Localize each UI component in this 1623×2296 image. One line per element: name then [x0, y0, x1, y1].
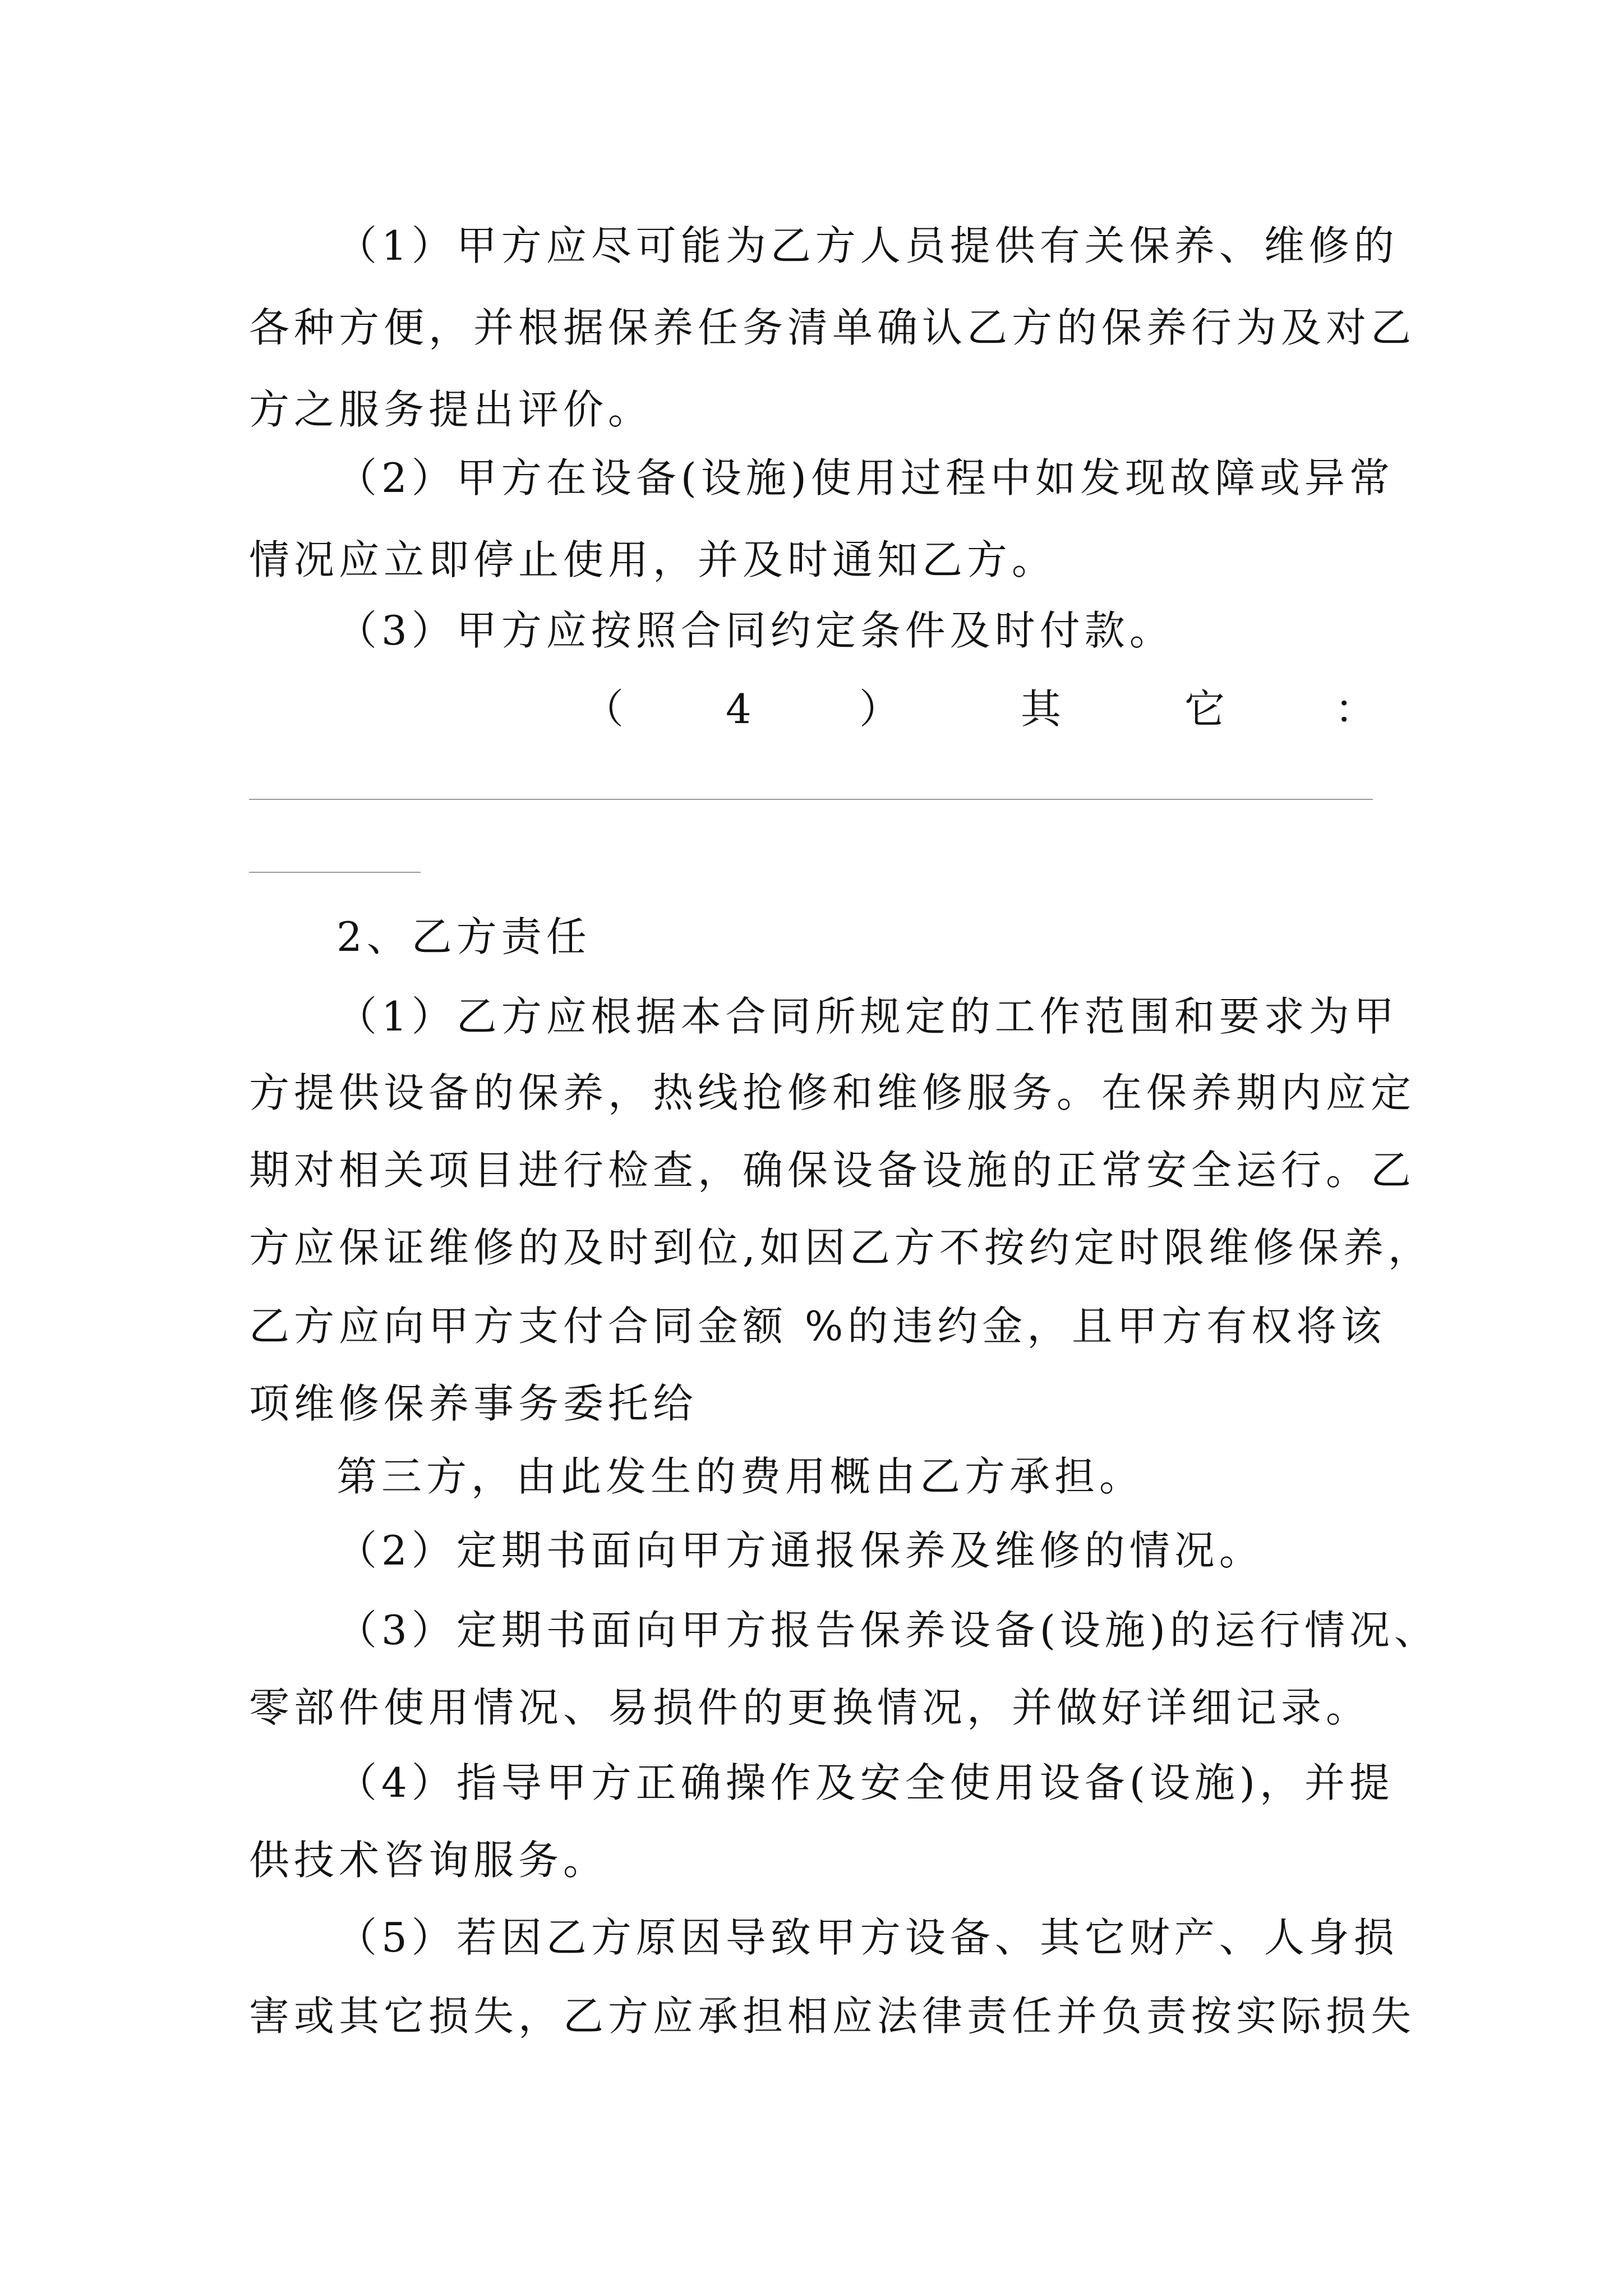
item-4-number: 4	[726, 685, 751, 733]
fill-in-blank-line-1	[249, 799, 1373, 800]
item-4-colon: ：	[1335, 685, 1376, 733]
party-a-item-1-line-3: 方之服务提出评价。	[249, 386, 653, 433]
party-b-item-4-line-1: （4）指导甲方正确操作及安全使用设备(设施)，并提	[336, 1759, 1394, 1806]
party-b-item-1-line-6: 项维修保养事务委托给	[249, 1380, 698, 1427]
item-4-close-paren: ）	[859, 685, 900, 733]
party-b-item-5-line-2: 害或其它损失，乙方应承担相应法律责任并负责按实际损失	[249, 1993, 1416, 2040]
party-a-item-2-line-1: （2）甲方在设备(设施)使用过程中如发现故障或异常	[336, 454, 1394, 501]
party-b-item-1-continuation: 第三方，由此发生的费用概由乙方承担。	[336, 1453, 1145, 1500]
party-a-item-2-line-2: 情况应立即停止使用，并及时通知乙方。	[249, 536, 1057, 583]
fill-in-blank-line-2	[249, 872, 421, 873]
section-heading-party-b: 2、乙方责任	[336, 913, 591, 960]
party-b-item-5-line-1: （5）若因乙方原因导致甲方设备、其它财产、人身损	[336, 1914, 1399, 1961]
party-a-item-1-line-1: （1）甲方应尽可能为乙方人员提供有关保养、维修的	[336, 222, 1399, 269]
item-4-qi: 其	[1021, 685, 1062, 733]
party-b-item-3-line-1: （3）定期书面向甲方报告保养设备(设施)的运行情况、	[336, 1607, 1439, 1654]
party-b-item-4-line-2: 供技术咨询服务。	[249, 1837, 608, 1884]
party-b-item-3-line-2: 零部件使用情况、易损件的更换情况，并做好详细记录。	[249, 1684, 1371, 1731]
party-b-item-1-line-5: 乙方应向甲方支付合同金额 %的违约金，且甲方有权将该	[249, 1303, 1386, 1350]
item-4-open-paren: （	[583, 685, 624, 733]
party-b-item-1-line-1: （1）乙方应根据本合同所规定的工作范围和要求为甲	[336, 993, 1399, 1040]
item-4-ta: 它	[1184, 685, 1225, 733]
party-a-item-3: （3）甲方应按照合同约定条件及时付款。	[336, 607, 1174, 654]
party-b-item-1-line-2: 方提供设备的保养，热线抢修和维修服务。在保养期内应定	[249, 1069, 1416, 1116]
party-b-item-1-line-3: 期对相关项目进行检查，确保设备设施的正常安全运行。乙	[249, 1147, 1416, 1194]
party-b-item-1-line-4: 方应保证维修的及时到位,如因乙方不按约定时限维修保养，	[249, 1224, 1433, 1271]
party-a-item-1-line-2: 各种方便，并根据保养任务清单确认乙方的保养行为及对乙	[249, 304, 1416, 351]
party-b-item-2: （2）定期书面向甲方通报保养及维修的情况。	[336, 1527, 1264, 1574]
